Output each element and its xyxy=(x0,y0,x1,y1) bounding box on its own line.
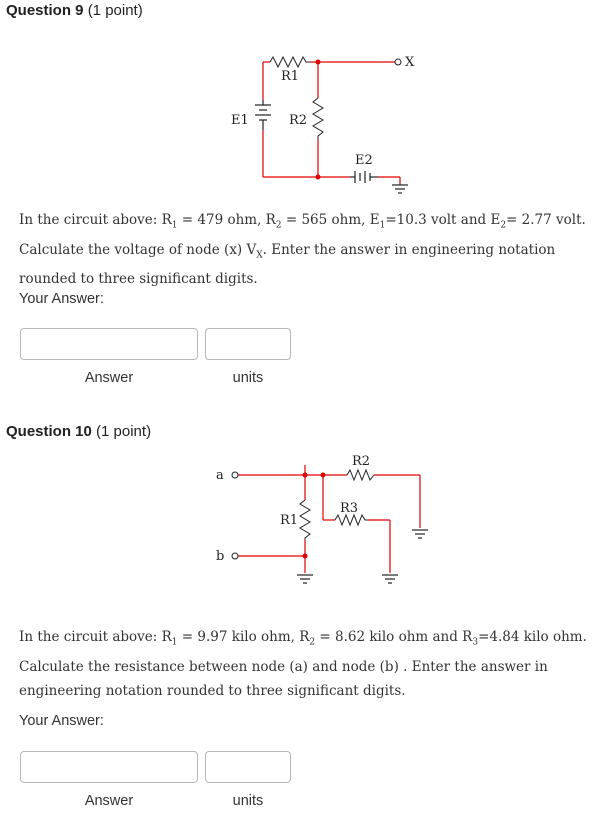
q10-r2-label: R2 xyxy=(352,454,371,469)
q9-title: Question 9 xyxy=(6,2,84,19)
q10-node-dot xyxy=(321,473,326,478)
q10-node-a-label: a xyxy=(216,468,224,483)
q10-r3-resistor xyxy=(335,515,368,525)
q9-prompt-line3: rounded to three significant digits. xyxy=(19,271,258,288)
q9-prompt-line2: Calculate the voltage of node (x) $V_X$. Enter the answer in engineering notation xyxy=(19,241,556,261)
q10-title: Question 10 xyxy=(6,423,92,440)
q9-points: (1 point) xyxy=(87,2,143,19)
q10-ground-icon xyxy=(412,530,428,538)
q10-answer-label: Answer xyxy=(84,793,134,809)
q10-your-answer-label: Your Answer: xyxy=(19,713,104,729)
q9-prompt-line1: In the circuit above: $R_1 = 479$ ohm, $R_2 = 565$ ohm, $E_1=10.3$ volt and $E_2= 2.77$ volt. xyxy=(19,212,586,231)
q9-answer-label: Answer xyxy=(84,370,134,386)
q9-r1-label: R1 xyxy=(281,69,300,84)
q10-node-b-label: b xyxy=(216,549,225,564)
q9-e2-label: E2 xyxy=(355,153,373,168)
q10-units-input[interactable] xyxy=(205,751,291,783)
q10-points: (1 point) xyxy=(96,423,152,440)
q10-prompt-line3: engineering notation rounded to three significant digits. xyxy=(19,682,406,699)
q10-node-a-terminal xyxy=(232,472,238,478)
q10-r3-label: R3 xyxy=(340,501,359,516)
q10-r1-resistor xyxy=(300,500,310,540)
q10-prompt-line2: Calculate the resistance between node (a) and node (b) . Enter the answer in xyxy=(19,658,548,675)
q10-prompt xyxy=(19,625,604,703)
q10-answer-input[interactable] xyxy=(20,751,198,783)
q9-e1-label: E1 xyxy=(231,113,249,128)
q10-node-dot xyxy=(303,473,308,478)
q10-ground-icon xyxy=(382,575,398,583)
q9-node-x-label: X xyxy=(405,55,415,70)
q9-your-answer-label: Your Answer: xyxy=(19,291,104,307)
q10-r2-resistor xyxy=(347,470,374,480)
q10-node-b-terminal xyxy=(232,553,238,559)
q9-units-label: units xyxy=(232,370,264,386)
q10-r1-label: R1 xyxy=(280,513,299,528)
q10-ground-icon xyxy=(297,575,313,583)
q9-r2-label: R2 xyxy=(289,113,308,128)
q10-prompt-line1: In the circuit above: $R_1 = 9.97$ kilo ohm, $R_2 = 8.62$ kilo ohm and $R_3=4.84$ kilo ohm. xyxy=(19,629,587,648)
q10-units-label: units xyxy=(232,793,264,809)
q10-node-dot xyxy=(303,554,308,559)
